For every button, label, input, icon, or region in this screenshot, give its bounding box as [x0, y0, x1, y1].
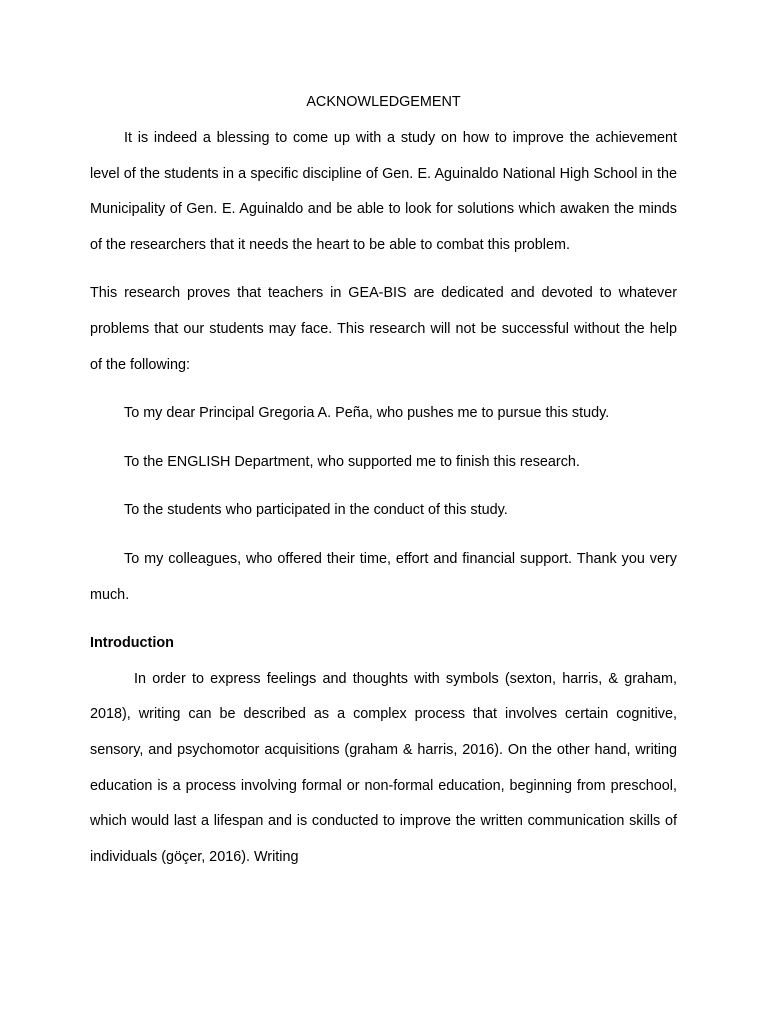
introduction-heading: Introduction [90, 635, 174, 652]
acknowledgement-paragraph-1: It is indeed a blessing to come up with a study on how to improve the achievement level of the students in a specific discipline of Gen. E. Aguinaldo National High School in the Municipality of Gen. E. Aguinaldo and be able to look for solutions which awaken the minds of the researchers that it needs the heart to be able to combat this problem. [90, 130, 677, 253]
document-title: ACKNOWLEDGEMENT [306, 94, 461, 110]
acknowledgement-paragraph-2: This research proves that teachers in GEA-BIS are dedicated and devoted to whatever problems that our students may face. This research will not be successful without the help of the following: [90, 285, 677, 373]
thanks-students: To the students who participated in the conduct of this study. [124, 502, 508, 519]
thanks-colleagues: To my colleagues, who offered their time, effort and financial support. Thank you very much. [90, 550, 677, 603]
thanks-principal: To my dear Principal Gregoria A. Peña, who pushes me to pursue this study. [124, 405, 610, 422]
introduction-paragraph: In order to express feelings and thoughts with symbols (sexton, harris, & graham, 2018), writing can be described as a complex process that involves certain cognitive, sensory, and psychomotor acquisitions (graham & harris, 2016). On the other hand, writing education is a process involving formal or non-formal education, beginning from preschool, which would last a lifespan and is conducted to improve the written communication skills of individuals (göçer, 2016). Writing [90, 670, 677, 865]
thanks-english-department: To the ENGLISH Department, who supported me to finish this research. [124, 453, 580, 470]
document-body [90, 93, 677, 875]
